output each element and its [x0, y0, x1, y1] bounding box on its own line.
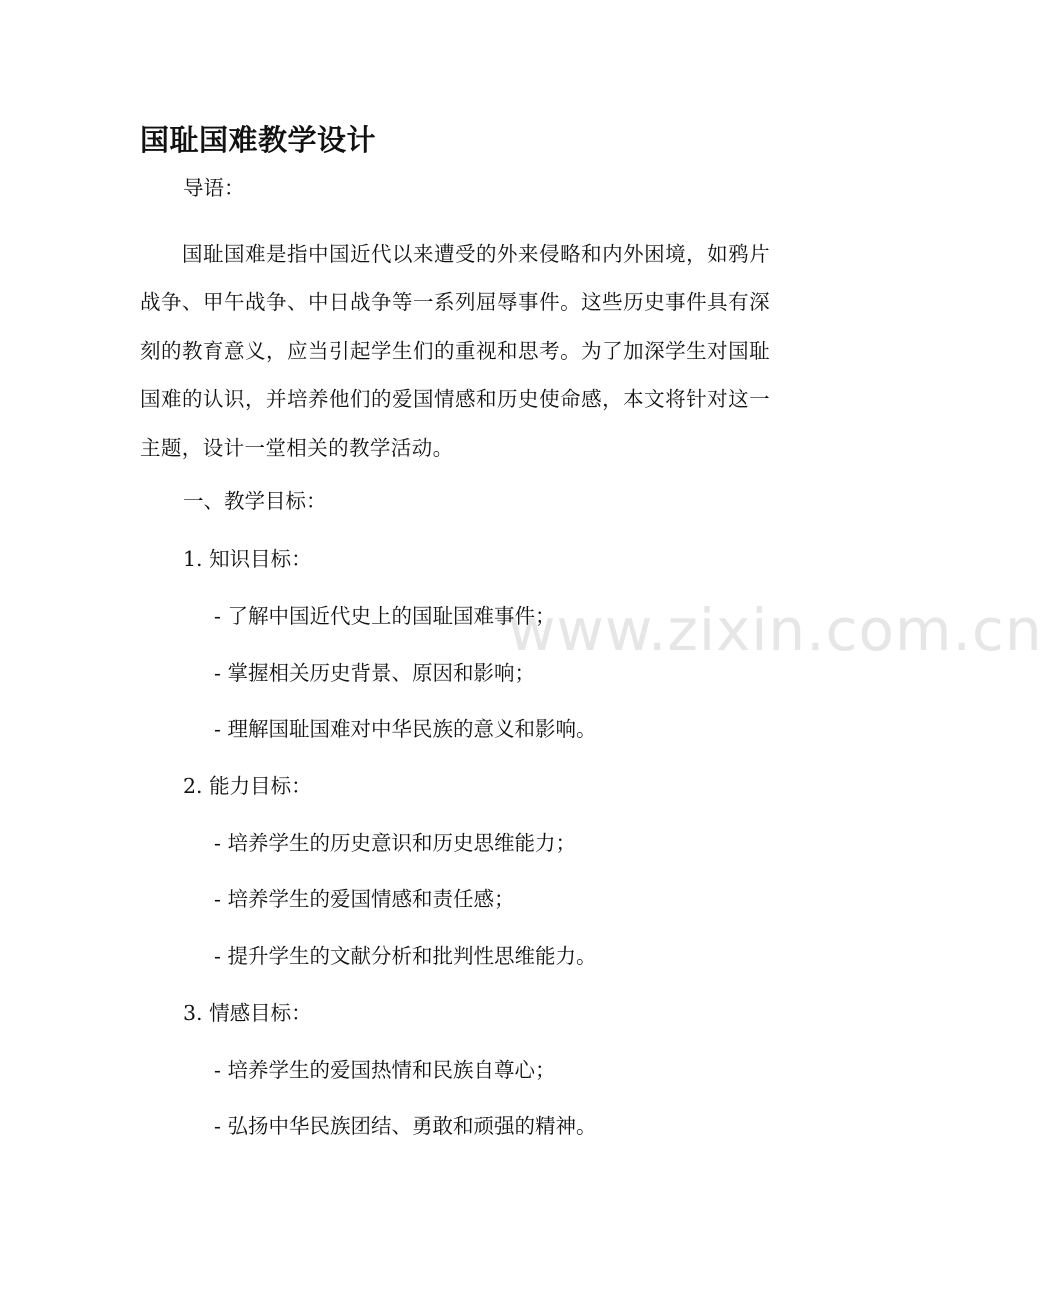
intro-heading: 导语：	[183, 176, 245, 200]
goal-item: - 理解国耻国难对中华民族的意义和影响。	[214, 717, 597, 741]
goal-item: - 掌握相关历史背景、原因和影响；	[214, 661, 535, 685]
goal-label-knowledge: 1. 知识目标：	[183, 547, 312, 571]
intro-paragraph: 国耻国难是指中国近代以来遭受的外来侵略和内外困境，如鸦片战争、甲午战争、中日战争等一系列屈辱事件。这些历史事件具有深刻的教育意义，应当引起学生们的重视和思考。为了加深学生对国耻国难的认识，并培养他们的爱国情感和历史使命感，本文将针对这一主题，设计一堂相关的教学活动。	[140, 242, 770, 460]
goal-item: - 培养学生的爱国热情和民族自尊心；	[214, 1058, 556, 1082]
goal-item: - 培养学生的爱国情感和责任感；	[214, 887, 515, 911]
goal-item: - 培养学生的历史意识和历史思维能力；	[214, 831, 576, 855]
goal-label-emotion: 3. 情感目标：	[183, 1001, 312, 1025]
watermark: www.zixin.com.cn	[508, 596, 1043, 664]
document-title: 国耻国难教学设计	[140, 123, 377, 157]
goal-label-ability: 2. 能力目标：	[183, 774, 312, 798]
section-heading: 一、教学目标：	[183, 489, 327, 513]
goal-item: - 了解中国近代史上的国耻国难事件；	[214, 604, 556, 628]
goal-item: - 弘扬中华民族团结、勇敢和顽强的精神。	[214, 1114, 597, 1138]
goal-item: - 提升学生的文献分析和批判性思维能力。	[214, 944, 597, 968]
